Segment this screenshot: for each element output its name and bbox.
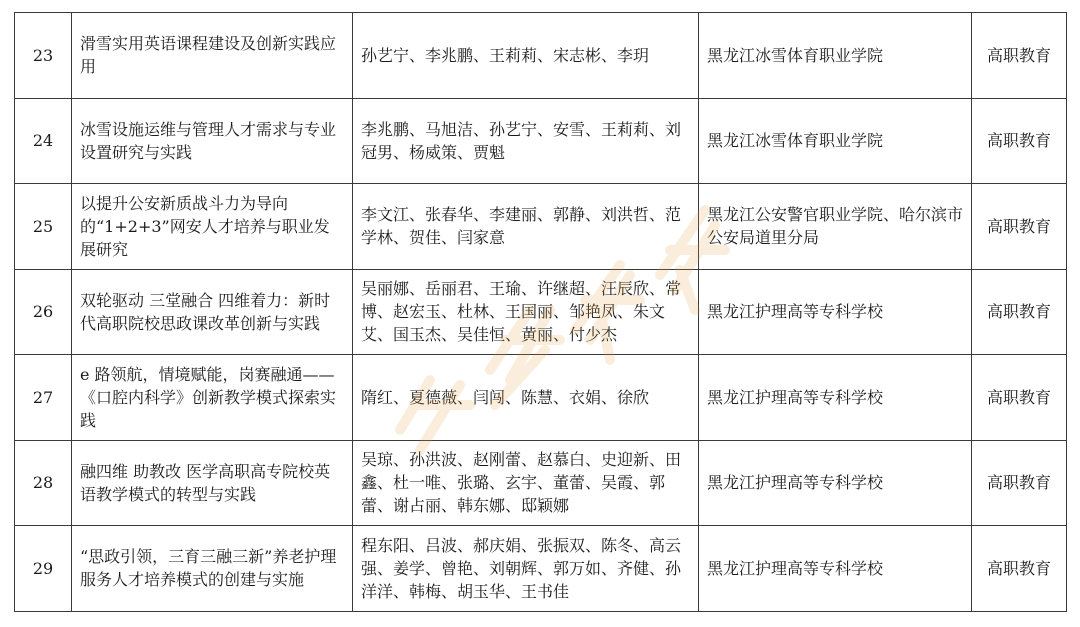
members: 李兆鹏、马旭洁、孙艺宁、安雪、王莉莉、刘冠男、杨威策、贾魁: [353, 98, 699, 184]
category: 高职教育: [972, 184, 1067, 270]
row-number: 29: [15, 526, 72, 612]
category: 高职教育: [972, 269, 1067, 355]
table-row: [15, 98, 1067, 184]
row-number: 27: [15, 355, 72, 441]
project-title: “思政引领，三育三融三新”养老护理服务人才培养模式的创建与实施: [72, 526, 353, 612]
table-row: [15, 184, 1067, 270]
table-row: [15, 269, 1067, 355]
row-number: 23: [15, 13, 72, 99]
organization: 黑龙江护理高等专科学校: [699, 526, 972, 612]
table-row: [15, 440, 1067, 526]
category: 高职教育: [972, 98, 1067, 184]
organization: 黑龙江护理高等专科学校: [699, 355, 972, 441]
row-number: 25: [15, 184, 72, 270]
members: 程东阳、吕波、郝庆娟、张振双、陈冬、高云强、姜学、曾艳、刘朝辉、郭万如、齐健、孙洋洋、韩梅、胡玉华、王书佳: [353, 526, 699, 612]
project-title: 双轮驱动 三堂融合 四维着力：新时代高职院校思政课改革创新与实践: [72, 269, 353, 355]
project-title: 以提升公安新质战斗力为导向的“1+2+3”网安人才培养与职业发展研究: [72, 184, 353, 270]
project-title: 融四维 助教改 医学高职高专院校英语教学模式的转型与实践: [72, 440, 353, 526]
project-title: 冰雪设施运维与管理人才需求与专业设置研究与实践: [72, 98, 353, 184]
category: 高职教育: [972, 355, 1067, 441]
row-number: 28: [15, 440, 72, 526]
row-number: 26: [15, 269, 72, 355]
members: 吴琼、孙洪波、赵刚蕾、赵慕白、史迎新、田鑫、杜一唯、张璐、玄宇、董蕾、吴霞、郭蕾、谢占丽、韩东娜、邸颖娜: [353, 440, 699, 526]
members: 吴丽娜、岳丽君、王瑜、许继超、汪辰欣、常博、赵宏玉、杜林、王国丽、邹艳凤、朱文艾、国玉杰、吴佳恒、黄丽、付少杰: [353, 269, 699, 355]
project-title: 滑雪实用英语课程建设及创新实践应用: [72, 13, 353, 99]
organization: 黑龙江公安警官职业学院、哈尔滨市公安局道里分局: [699, 184, 972, 270]
table-row: [15, 13, 1067, 99]
table-row: [15, 355, 1067, 441]
members: 隋红、夏德薇、闫闯、陈慧、衣娟、徐欣: [353, 355, 699, 441]
organization: 黑龙江冰雪体育职业学院: [699, 98, 972, 184]
members: 李文江、张春华、李建丽、郭静、刘洪哲、范学林、贺佳、闫家意: [353, 184, 699, 270]
table-row: [15, 526, 1067, 612]
organization: 黑龙江冰雪体育职业学院: [699, 13, 972, 99]
category: 高职教育: [972, 13, 1067, 99]
category: 高职教育: [972, 440, 1067, 526]
row-number: 24: [15, 98, 72, 184]
project-title: e 路领航，情境赋能，岗赛融通——《口腔内科学》创新教学模式探索实践: [72, 355, 353, 441]
awards-table: [14, 12, 1067, 612]
organization: 黑龙江护理高等专科学校: [699, 440, 972, 526]
members: 孙艺宁、李兆鹏、王莉莉、宋志彬、李玥: [353, 13, 699, 99]
organization: 黑龙江护理高等专科学校: [699, 269, 972, 355]
category: 高职教育: [972, 526, 1067, 612]
